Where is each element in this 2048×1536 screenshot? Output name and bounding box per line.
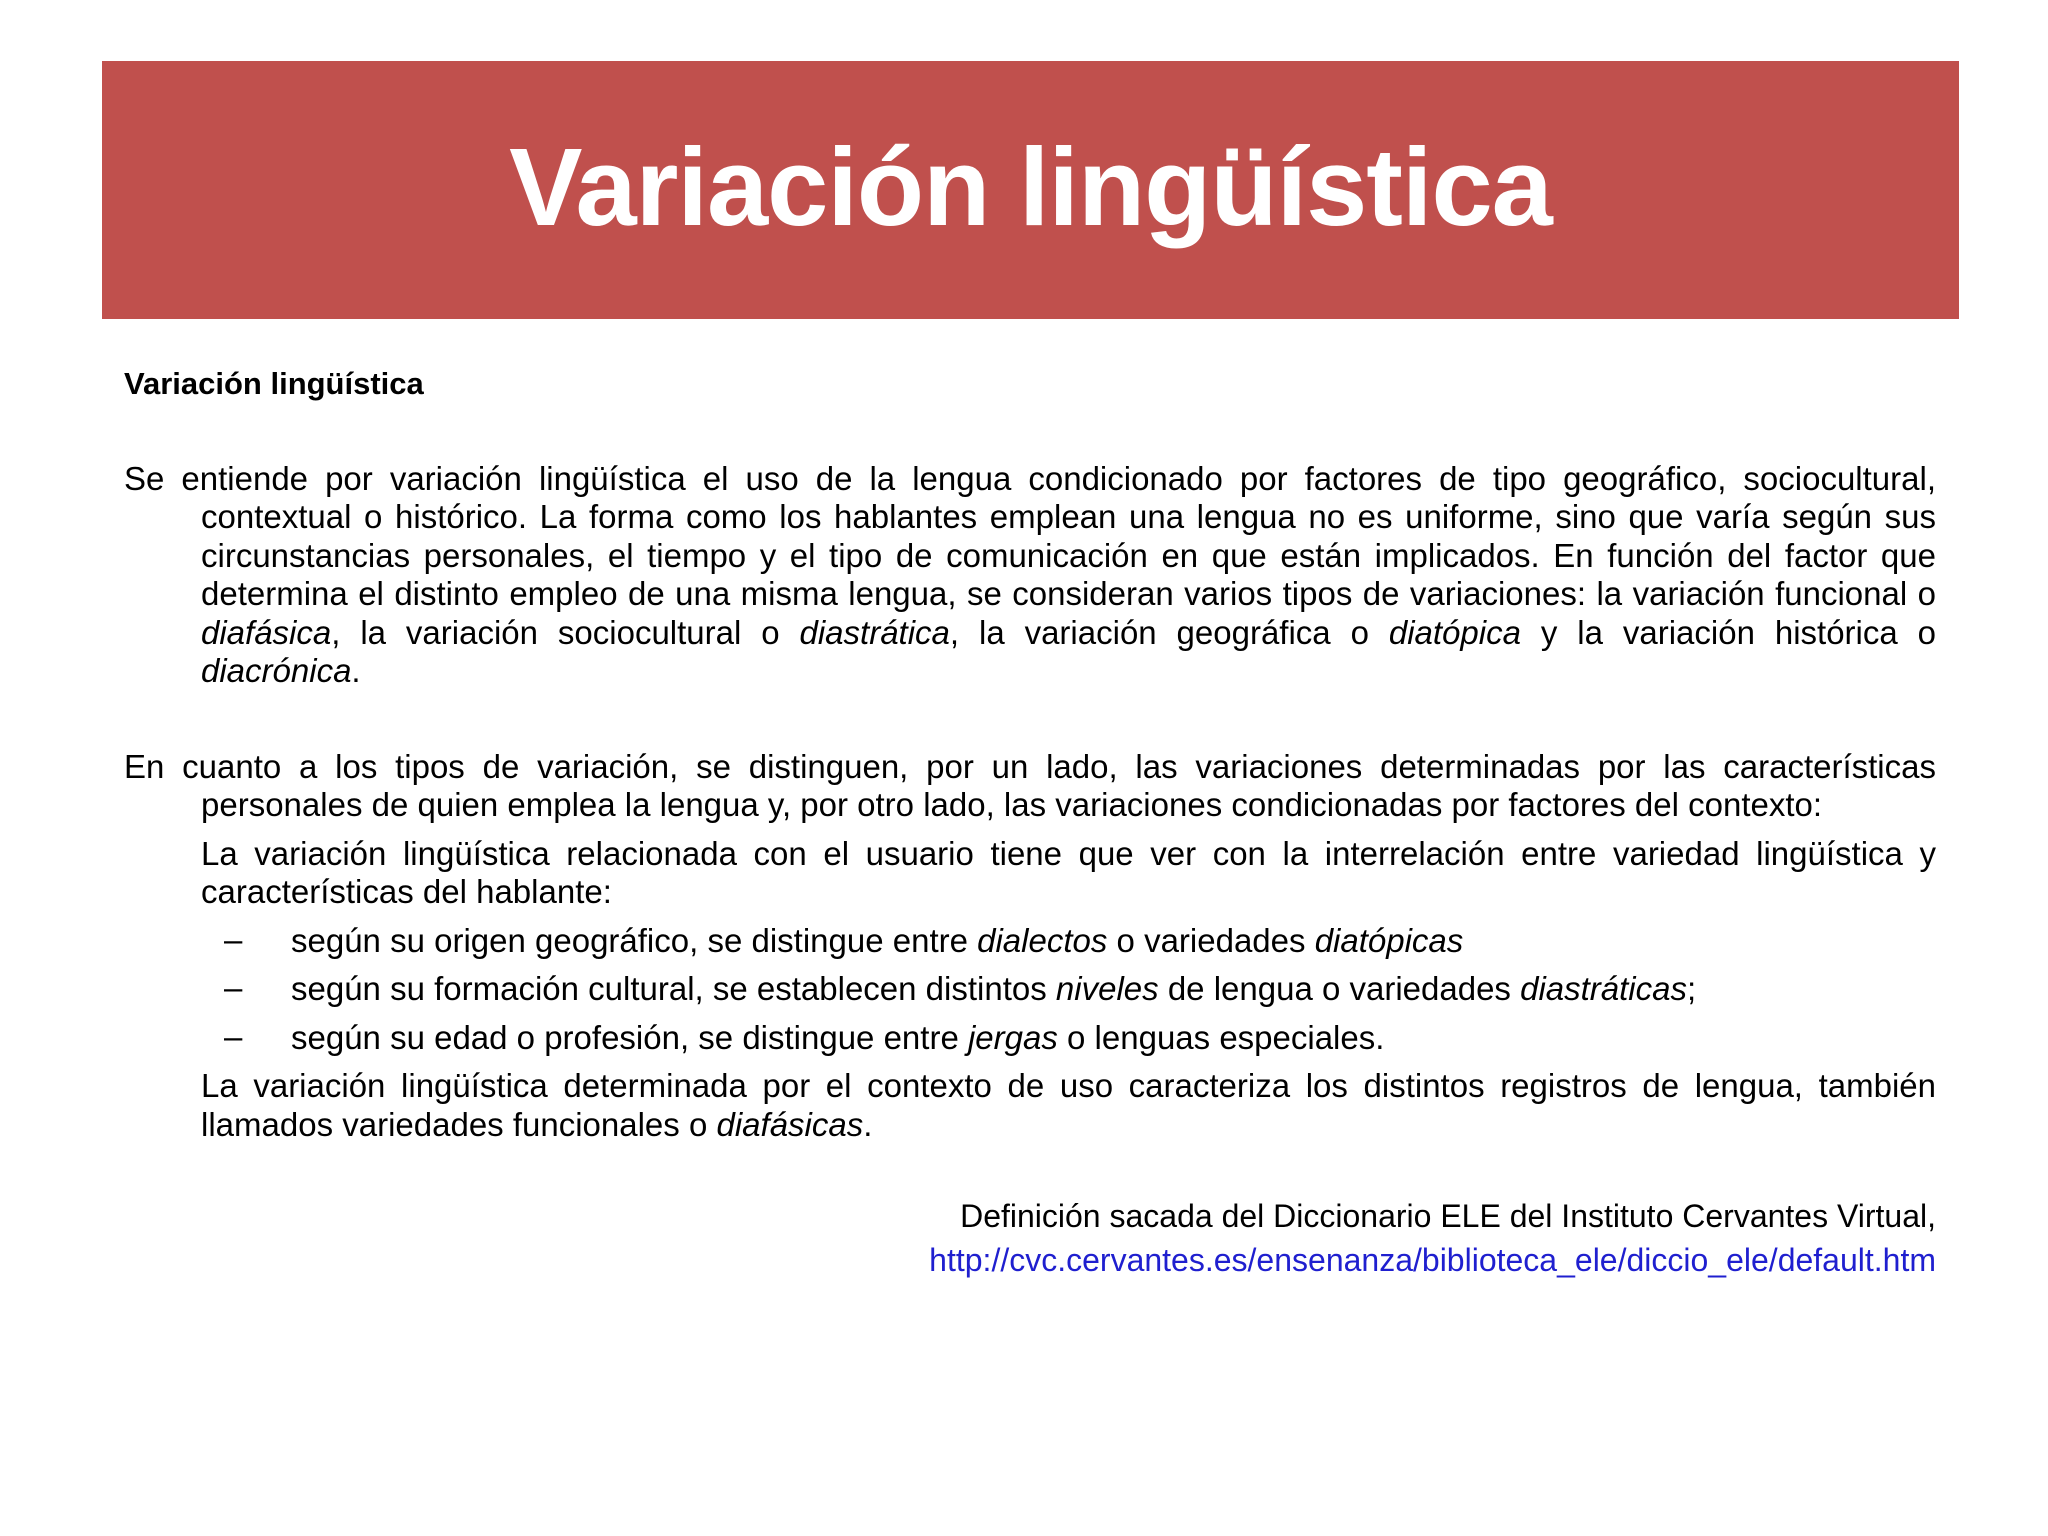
definition-text-2: , la variación sociocultural o [331,613,800,651]
term-diafasicas: diafásicas [716,1105,864,1143]
source-link[interactable]: http://cvc.cervantes.es/ensenanza/biblioteca_ele/diccio_ele/default.htm [929,1242,1936,1278]
list-item: – según su formación cultural, se establecen distintos niveles de lengua o variedades diastráticas; [224,969,1697,1007]
section-heading: Variación lingüística [124,366,424,401]
source-citation [124,1194,1936,1282]
variation-list [124,922,1936,1058]
dash-bullet: – [224,1017,243,1055]
user-variation-paragraph: La variación lingüística relacionada con el usuario tiene que ver con la interrelación entre variedad lingüística y características del hablante: [201,834,1936,910]
title-banner [102,61,1959,319]
context-variation-paragraph: La variación lingüística determinada por el contexto de uso caracteriza los distintos registros de lengua, también llamados variedades funcionales o diafásicas. [201,1067,1936,1143]
slide-content [124,365,1936,1282]
definition-text-3: , la variación geográfica o [949,613,1389,651]
source-label: Definición sacada del Diccionario ELE del Instituto Cervantes Virtual, [960,1198,1936,1234]
term-diafasica: diafásica [201,613,332,651]
list-item: – según su edad o profesión, se distingue entre jergas o lenguas especiales. [224,1017,1385,1056]
definition-text-4: y la variación histórica o [1520,613,1936,651]
types-paragraph: En cuanto a los tipos de variación, se distinguen, por un lado, las variaciones determinadas por las características personales de quien emplea la lengua y, por otro lado, las variaciones condicionadas por factores del contexto: [124,747,1936,823]
term-diacronica: diacrónica [201,652,352,689]
definition-paragraph [124,460,1936,691]
definition-text-1: Se entiende por variación lingüística el uso de la lengua condicionado por factores de tipo geográfico, sociocultural, contextual o histórico. La forma como los hablantes emplean una lengua no es uniforme, sino que varía según sus circunstancias personales, el tiempo y el tipo de comunicación en que están implicados. En función del factor que determina el distinto empleo de una misma lengua, se consideran varios tipos de variaciones: la variación funcional o [124,459,1936,612]
term-diatopica: diatópica [1388,613,1521,651]
definition-text-5: . [351,652,361,689]
slide-title: Variación lingüística [509,125,1552,249]
dash-bullet: – [224,920,243,958]
list-item: – según su origen geográfico, se distingue entre dialectos o variedades diatópicas [224,920,1464,959]
term-diastratica: diastrática [799,613,950,651]
dash-bullet: – [224,969,243,1006]
